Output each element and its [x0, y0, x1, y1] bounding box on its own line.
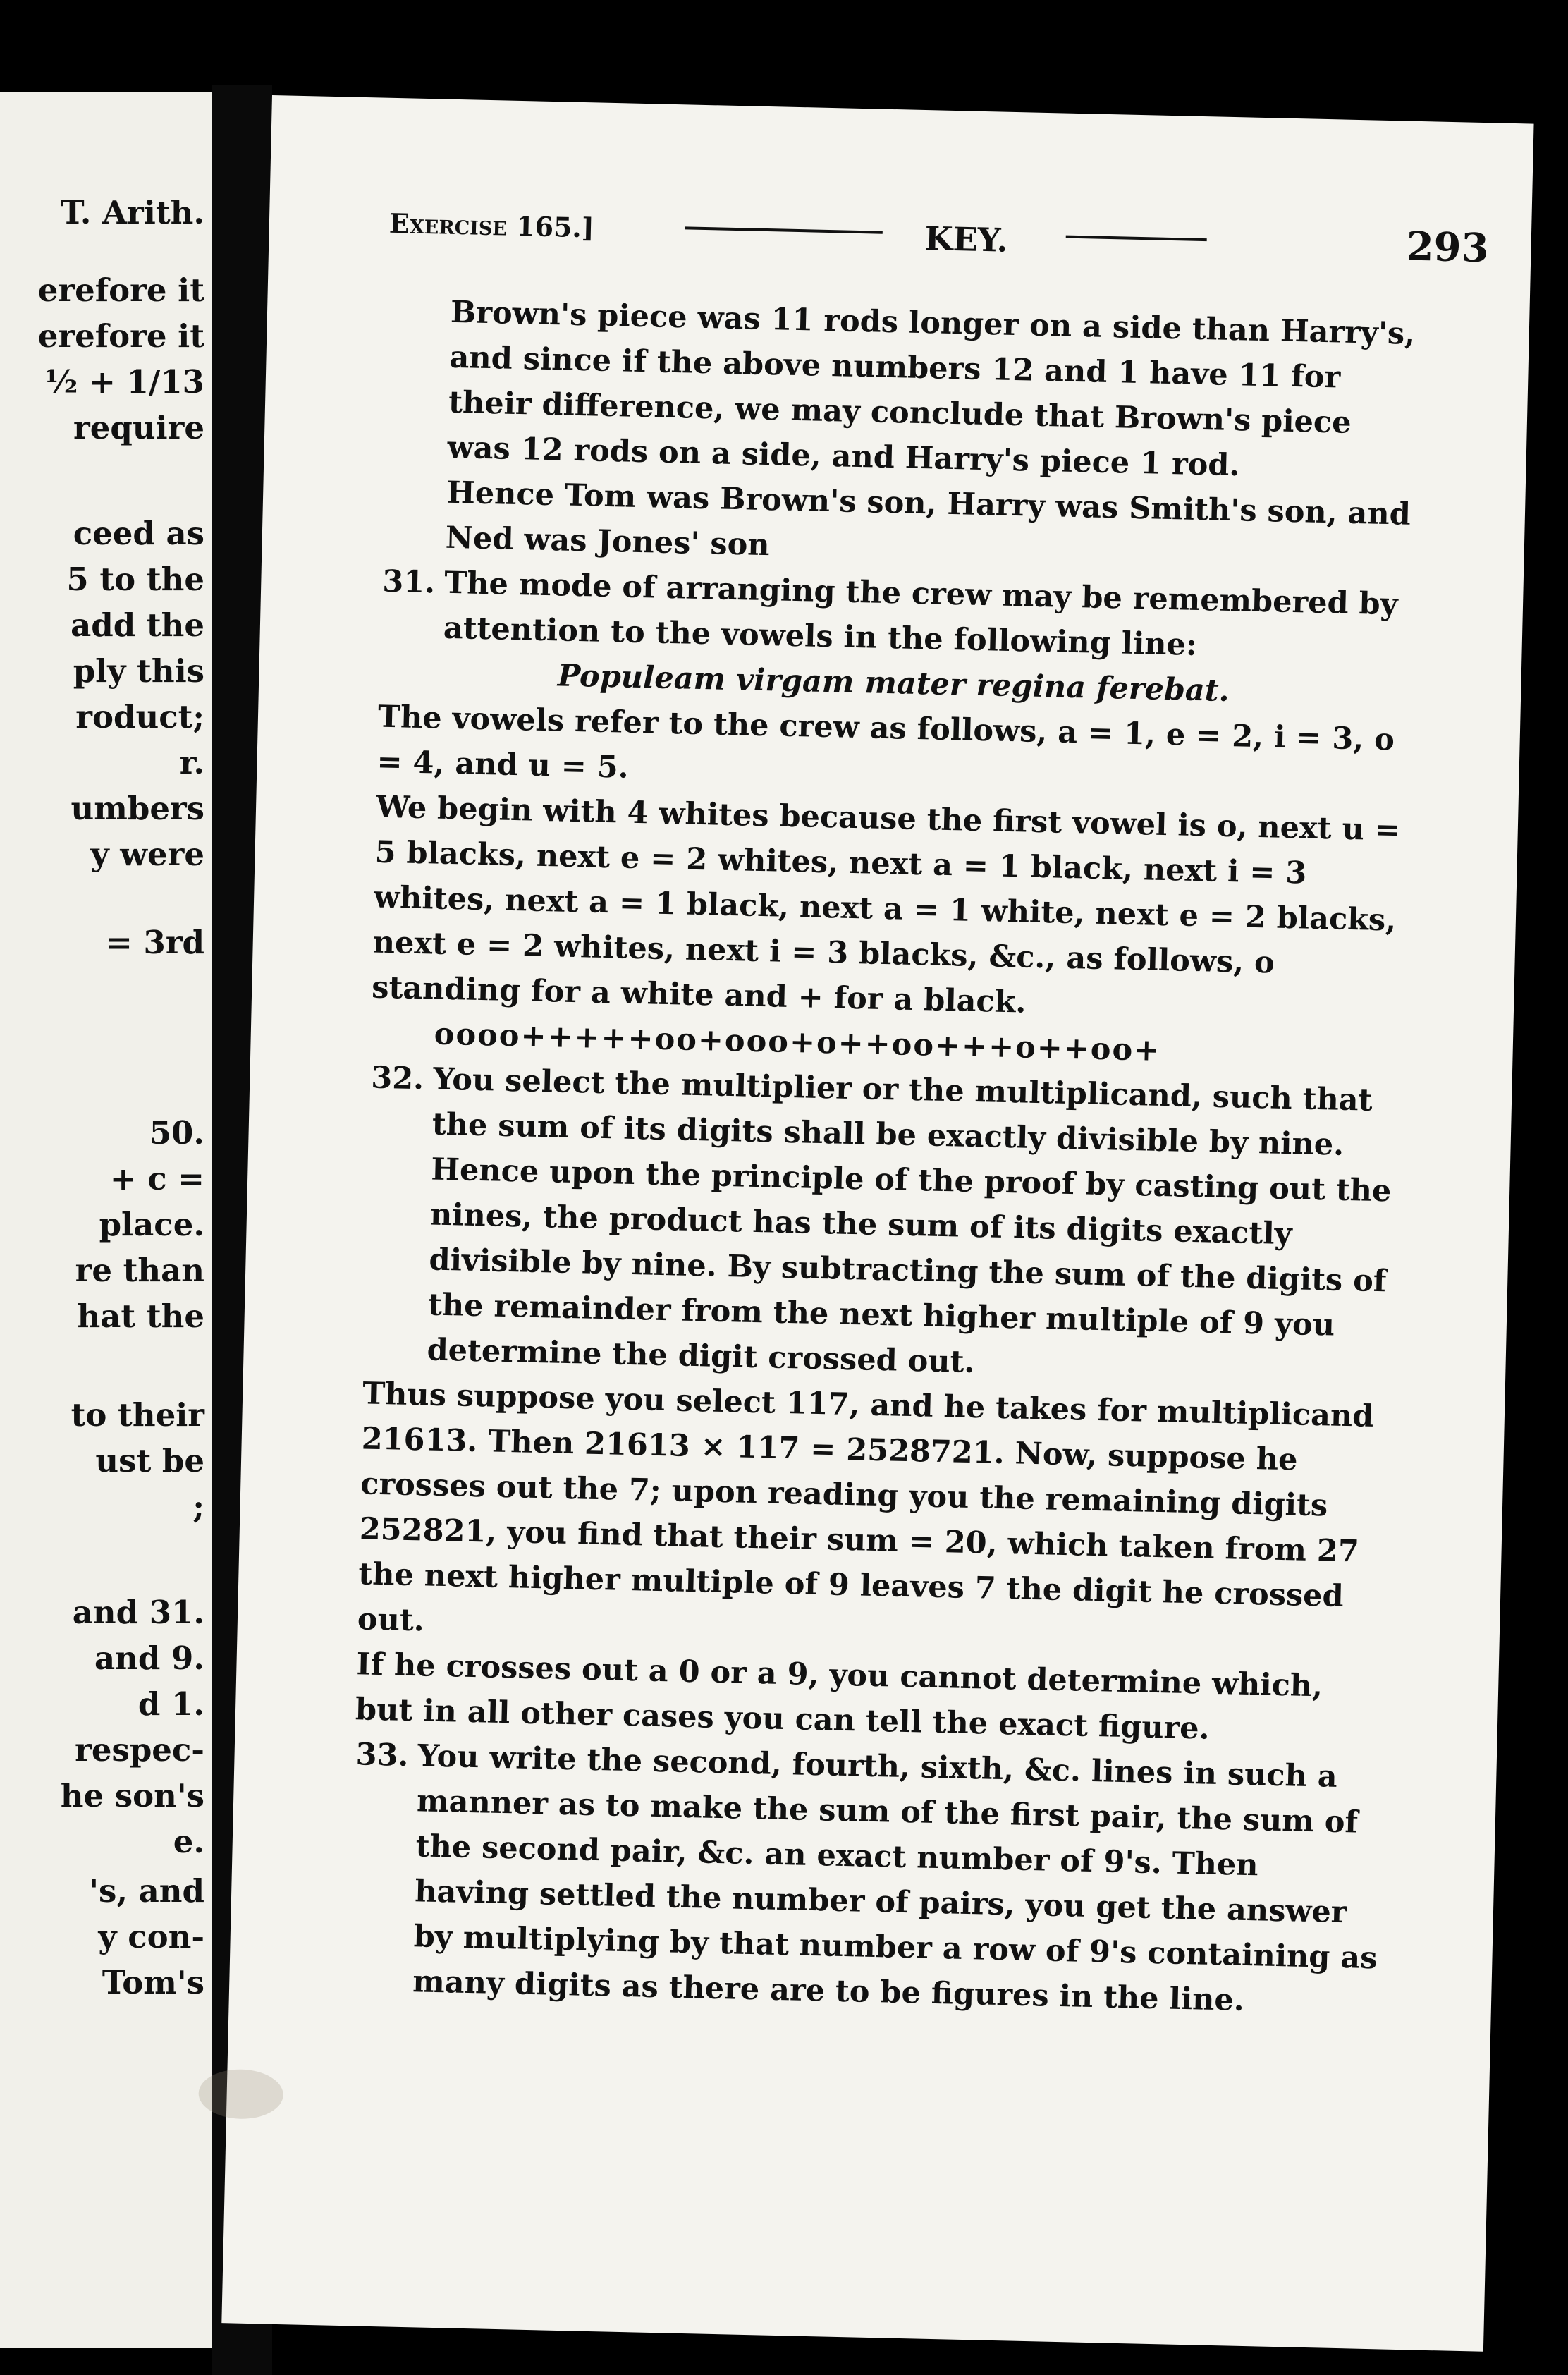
item-number: 33. — [355, 1737, 410, 1773]
left-line: add the — [71, 606, 204, 644]
left-line: and 31. — [72, 1594, 204, 1631]
left-line: 5 to the — [66, 561, 204, 598]
mnemonic-line: Populeam virgam mater regina ferebat. — [557, 658, 1230, 709]
header-rule — [1066, 236, 1207, 242]
left-line: d 1. — [137, 1685, 204, 1723]
left-page-fragment — [0, 92, 212, 2348]
left-line: place. — [99, 1206, 204, 1243]
left-line: erefore it — [37, 271, 204, 309]
left-line: ceed as — [73, 515, 204, 552]
left-line: and 9. — [94, 1640, 204, 1677]
item-text: You write the second, fourth, sixth, &c. lines in such a manner as to make the sum of the first pair, the sum of the second pair, &c. an exact number of 9's. Then having settled the number of pairs, you get the answer by multiplying by that number a row of 9's containing as many digits as there are to be figures in the line. — [412, 1738, 1378, 2018]
left-line: re than — [75, 1252, 204, 1289]
left-line: r. — [179, 744, 204, 781]
left-line: to their — [71, 1396, 204, 1434]
book-page — [221, 95, 1533, 2352]
page-number: 293 — [1405, 223, 1490, 272]
paragraph: Brown's piece was 11 rods longer on a side than Harry's, and since if the above numbers 12 and 1 have 11 for their difference, we may conclude that Brown's piece was 12 rods on a side, and Harry's piece 1 rod. — [447, 294, 1416, 484]
left-line: = 3rd — [106, 924, 204, 961]
item-number: 32. — [370, 1060, 424, 1097]
item-text: The mode of arranging the crew may be remembered by attention to the vowels in the following line: — [443, 565, 1399, 663]
left-line: T. Arith. — [61, 194, 204, 231]
paragraph: Hence Tom was Brown's son, Harry was Smith's son, and Ned was Jones' son — [445, 475, 1411, 563]
left-line: 50. — [149, 1114, 204, 1152]
left-line: ply this — [73, 652, 204, 690]
left-line: require — [73, 409, 204, 446]
crew-sequence: oooo+++++oo+ooo+o++oo+++o++oo+ — [434, 1016, 1161, 1068]
left-line: y were — [90, 836, 204, 873]
left-line: ½ + 1/13 — [44, 363, 204, 401]
paragraph: We begin with 4 whites because the first vowel is o, next u = 5 blacks, next e = 2 whites, next a = 1 black, next i = 3 whites, next a = 1 black, next a = 1 white, next e = 2 blacks, next e = 2 whites, next i = 3 blacks, &c., as follows, o standing for a white and + for a black. — [371, 789, 1401, 1020]
left-line: y con- — [98, 1918, 204, 1955]
header-rule — [685, 226, 883, 233]
left-line: hat the — [77, 1298, 204, 1335]
left-line: ust be — [95, 1442, 204, 1479]
page-body — [349, 288, 1417, 2026]
left-line: he son's — [60, 1777, 204, 1814]
numbered-item — [349, 1732, 1384, 2026]
header-title: KEY. — [924, 219, 1009, 260]
left-line: ; — [192, 1488, 204, 1525]
running-header — [388, 200, 1489, 281]
exercise-label: Exercise 165.] — [388, 207, 595, 244]
paragraph: Thus suppose you select 117, and he takes for multiplicand 21613. Then 21613 × 117 = 2528721. Now, suppose he crosses out the 7; upon reading you the remaining digits 252821, you find that their sum = 20, which taken from 27 the next higher multiple of 9 leaves 7 the digit he crossed out. — [357, 1376, 1374, 1639]
left-line: respec- — [75, 1731, 204, 1769]
left-line: + c = — [109, 1160, 204, 1197]
left-line: Tom's — [102, 1964, 204, 2001]
left-line: e. — [173, 1823, 204, 1860]
paragraph: If he crosses out a 0 or a 9, you cannot determine which, but in all other cases you can tell the exact figure. — [355, 1647, 1323, 1747]
left-line: erefore it — [37, 317, 204, 355]
item-text: You select the multiplier or the multiplicand, such that the sum of its digits shall be exactly divisible by nine. Hence upon the principle of the proof by casting out the nines, the product has the sum of its digits exactly divisible by nine. By subtracting the sum of the digits of the remainder from the next higher multiple of 9 you determine the digit crossed out. — [427, 1061, 1392, 1381]
left-line: umbers — [71, 790, 204, 827]
item-number: 31. — [381, 563, 436, 601]
left-line: roduct; — [75, 698, 204, 735]
numbered-item — [363, 1056, 1399, 1395]
paragraph: The vowels refer to the crew as follows, a = 1, e = 2, i = 3, o = 4, and u = 5. — [376, 699, 1395, 786]
left-line: 's, and — [89, 1872, 204, 1910]
